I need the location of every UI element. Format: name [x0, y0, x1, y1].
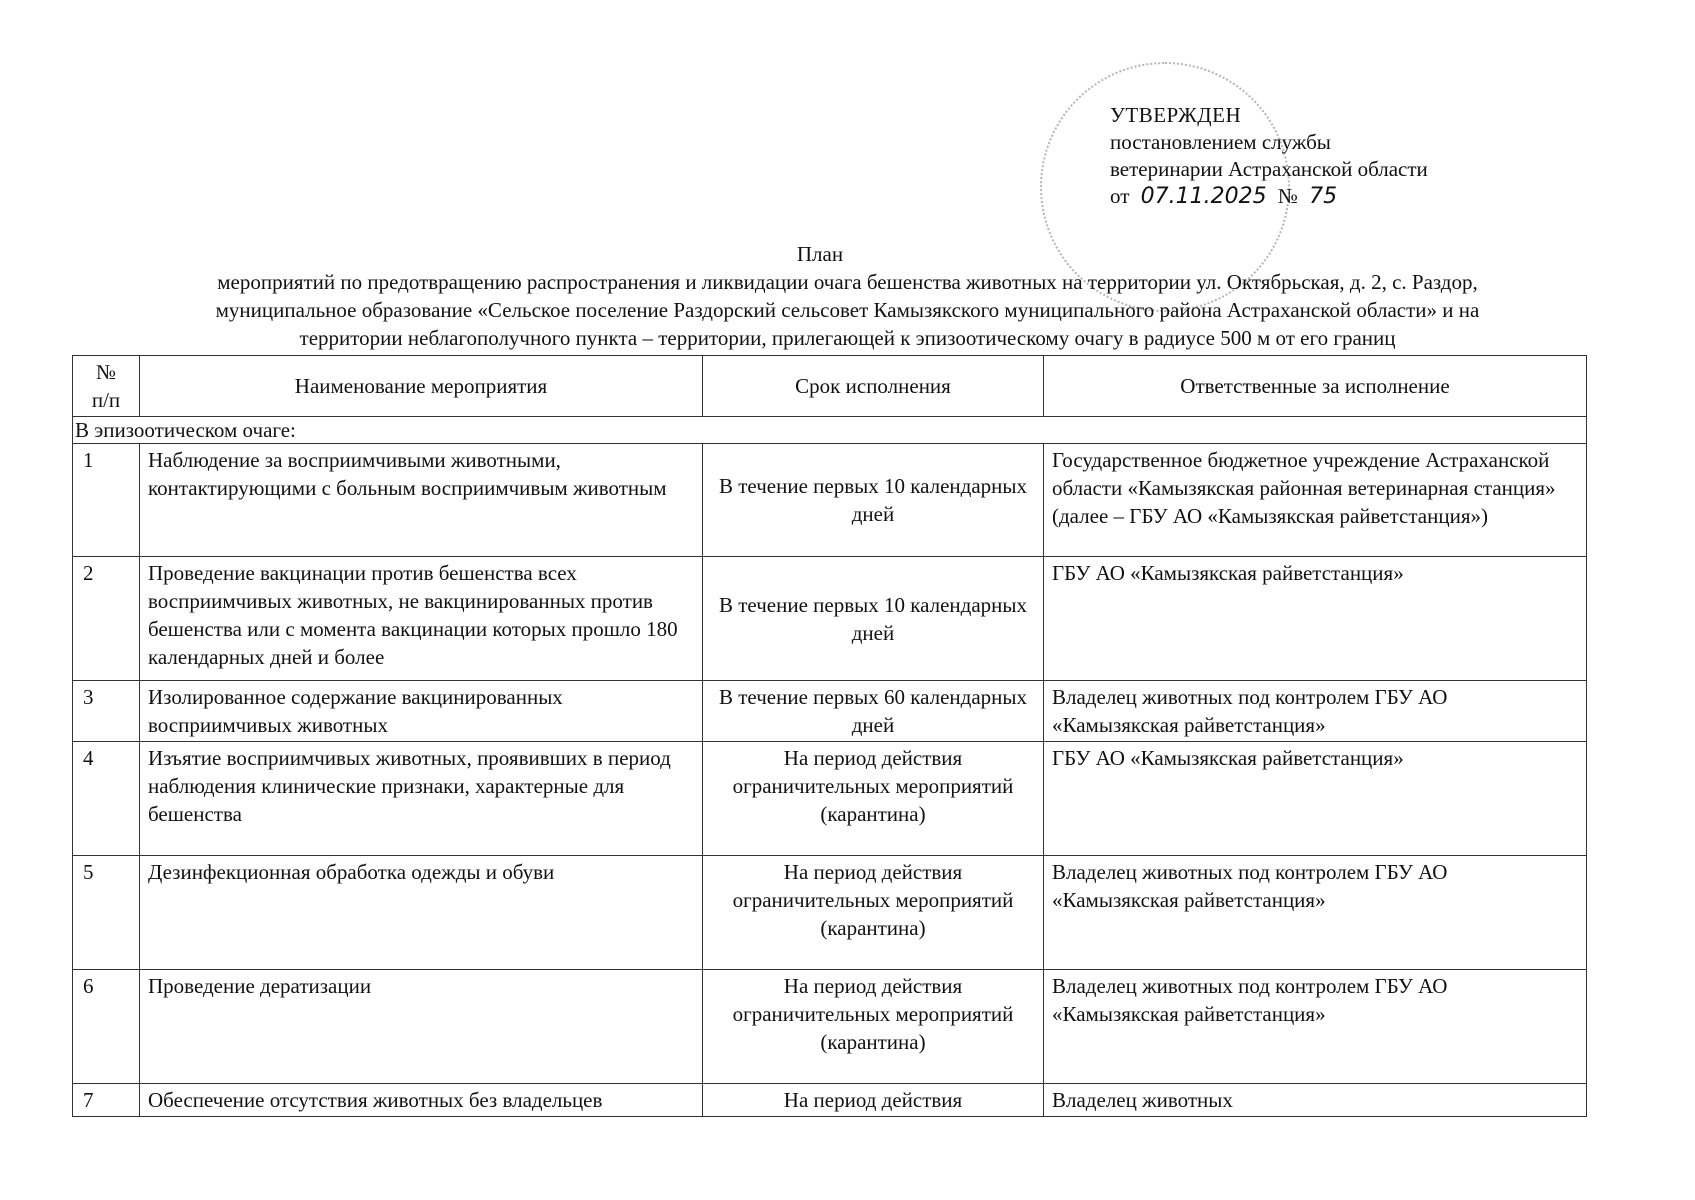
row-name: Дезинфекционная обработка одежды и обуви	[140, 856, 703, 970]
row-deadline: На период действия ограничительных мероприятий (карантина)	[703, 856, 1044, 970]
row-num: 2	[73, 557, 140, 681]
header-num	[73, 356, 140, 417]
row-deadline: В течение первых 10 календарных дней	[703, 444, 1044, 557]
row-name: Наблюдение за восприимчивыми животными, контактирующими с больным восприимчивым животным	[140, 444, 703, 557]
plan-subtitle-line-1: мероприятий по предотвращению распространения и ликвидации очага бешенства животных на территории ул. Октябрьская, д. 2, с. Раздор,	[217, 270, 1478, 294]
approval-title: УТВЕРЖДЕН	[1110, 103, 1242, 127]
row-name: Изъятие восприимчивых животных, проявивших в период наблюдения клинические признаки, характерные для бешенства	[140, 742, 703, 856]
row-responsible: ГБУ АО «Камызякская райветстанция»	[1044, 742, 1587, 856]
row-num: 7	[73, 1084, 140, 1117]
table-header-row	[73, 356, 1587, 417]
header-name: Наименование мероприятия	[140, 356, 703, 417]
row-num: 3	[73, 681, 140, 742]
table-row	[73, 856, 1587, 970]
row-num: 5	[73, 856, 140, 970]
table-row	[73, 681, 1587, 742]
measures-table	[72, 355, 1587, 1117]
row-num: 6	[73, 970, 140, 1084]
approval-line-1: постановлением службы	[1110, 130, 1331, 154]
row-num: 4	[73, 742, 140, 856]
approval-number-prefix: №	[1277, 184, 1298, 208]
row-responsible: ГБУ АО «Камызякская райветстанция»	[1044, 557, 1587, 681]
row-name: Проведение дератизации	[140, 970, 703, 1084]
row-deadline: На период действия	[703, 1084, 1044, 1117]
approval-number: 75	[1309, 184, 1338, 209]
row-name: Проведение вакцинации против бешенства всех восприимчивых животных, не вакцинированных против бешенства или с момента вакцинации которых прошло 180 календарных дней и более	[140, 557, 703, 681]
plan-header	[60, 240, 1635, 352]
section-title: В эпизоотическом очаге:	[73, 417, 1587, 444]
approval-block	[1098, 102, 1528, 210]
row-deadline: На период действия ограничительных мероприятий (карантина)	[703, 742, 1044, 856]
header-num-line-1: №	[95, 360, 117, 384]
plan-subtitle-line-3: территории неблагополучного пункта – территории, прилегающей к эпизоотическому очагу в радиусе 500 м от его границ	[299, 326, 1396, 350]
plan-subtitle-line-2: муниципальное образование «Сельское поселение Раздорский сельсовет Камызякского муниципального района Астраханской области» и на	[215, 298, 1480, 322]
header-responsible: Ответственные за исполнение	[1044, 356, 1587, 417]
row-name: Изолированное содержание вакцинированных восприимчивых животных	[140, 681, 703, 742]
approval-date-line	[1110, 183, 1528, 210]
table-row	[73, 1084, 1587, 1117]
row-deadline: В течение первых 60 календарных дней	[703, 681, 1044, 742]
row-name: Обеспечение отсутствия животных без владельцев	[140, 1084, 703, 1117]
row-deadline: На период действия ограничительных мероприятий (карантина)	[703, 970, 1044, 1084]
row-responsible: Владелец животных под контролем ГБУ АО «Камызякская райветстанция»	[1044, 681, 1587, 742]
table-row	[73, 557, 1587, 681]
row-responsible: Владелец животных	[1044, 1084, 1587, 1117]
row-responsible: Владелец животных под контролем ГБУ АО «Камызякская райветстанция»	[1044, 856, 1587, 970]
approval-date-prefix: от	[1110, 184, 1130, 208]
header-num-line-2: п/п	[91, 388, 121, 412]
header-deadline: Срок исполнения	[703, 356, 1044, 417]
plan-title: План	[796, 242, 844, 266]
approval-date: 07.11.2025	[1140, 184, 1267, 209]
row-responsible: Владелец животных под контролем ГБУ АО «Камызякская райветстанция»	[1044, 970, 1587, 1084]
approval-line-2: ветеринарии Астраханской области	[1110, 157, 1428, 181]
table-row	[73, 444, 1587, 557]
row-num: 1	[73, 444, 140, 557]
row-deadline: В течение первых 10 календарных дней	[703, 557, 1044, 681]
row-responsible: Государственное бюджетное учреждение Астраханской области «Камызякская районная ветеринарная станция» (далее – ГБУ АО «Камызякская райветстанция»)	[1044, 444, 1587, 557]
table-row	[73, 970, 1587, 1084]
table-row	[73, 742, 1587, 856]
section-row	[73, 417, 1587, 444]
